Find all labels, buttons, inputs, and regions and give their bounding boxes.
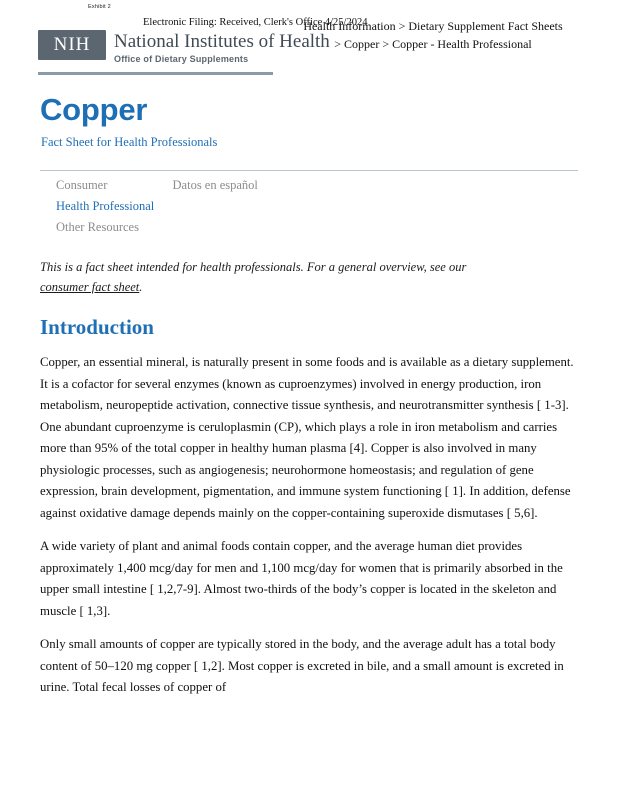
logo-subtitle: Office of Dietary Supplements <box>114 54 249 64</box>
tab-other-resources[interactable]: Other Resources <box>56 220 139 234</box>
tab-datos-en-espanol[interactable]: Datos en español <box>172 178 258 192</box>
tab-consumer[interactable]: Consumer <box>56 178 108 192</box>
audience-tabs <box>56 175 476 238</box>
paragraph: A wide variety of plant and animal foods contain copper, and the average human diet provides approximately 1,400 mcg/day for men and 1,100 mcg/day for women that is primarily absorbed in the upper small intestine [ 1,2,7-9]. Almost two-thirds of the body’s copper is located in the skeleton and muscle [ 1,3]. <box>40 539 563 618</box>
intro-note: This is a fact sheet intended for health professionals. For a general overview, see our <box>40 260 467 274</box>
tab-row-3 <box>56 217 476 238</box>
paragraph: Copper, an essential mineral, is naturally present in some foods and is available as a dietary supplement. It is a cofactor for several enzymes (known as cuproenzymes) involved in energy production, iron metabolism, neuropeptide activation, connective tissue synthesis, and neurotransmitter synthesis [ 1-3]. One abundant cuproenzyme is ceruloplasmin (CP), which plays a role in iron metabolism and carries more than 95% of the total copper in healthy human plasma [4]. Copper is also involved in many physiologic processes, such as angiogenesis; neurohormone homeostasis; and regulation of gene expression, brain development, pigmentation, and immune system functioning [ 1]. In addition, defense against oxidative damage depends mainly on the copper-containing superoxide dismutases [ 5,6]. <box>40 355 574 520</box>
consumer-fact-sheet-link-wrap <box>40 280 142 295</box>
nih-logo[interactable] <box>38 30 330 64</box>
breadcrumb[interactable]: Health Information > Dietary Supplement Fact Sheets > Copper > Copper - Health Professional <box>303 19 563 51</box>
tab-health-professional[interactable]: Health Professional <box>56 199 155 213</box>
paragraph: Only small amounts of copper are typically stored in the body, and the average adult has a total body content of 50–120 mg copper [ 1,2]. Most copper is excreted in bile, and a small amount is excreted in urine. Total fecal losses of copper of <box>40 637 564 694</box>
title-divider <box>40 170 578 171</box>
tab-row-2 <box>56 196 476 217</box>
logo-title: National Institutes of Health <box>114 31 330 52</box>
logo-divider <box>38 72 273 75</box>
nih-badge: NIH <box>38 30 106 60</box>
note-link-suffix: . <box>139 280 143 294</box>
exhibit-stamp: Exhibit 2 <box>88 4 111 10</box>
section-heading-introduction: Introduction <box>40 315 154 339</box>
logo-text <box>114 30 330 64</box>
consumer-fact-sheet-link[interactable]: consumer fact sheet <box>40 280 140 294</box>
page-subtitle: Fact Sheet for Health Professionals <box>41 135 218 149</box>
tab-row-1 <box>56 175 476 196</box>
introduction-body <box>40 352 580 711</box>
page-title: Copper <box>40 92 148 127</box>
filing-stamp: Electronic Filing: Received, Clerk's Office 4/25/2024 <box>143 17 368 28</box>
